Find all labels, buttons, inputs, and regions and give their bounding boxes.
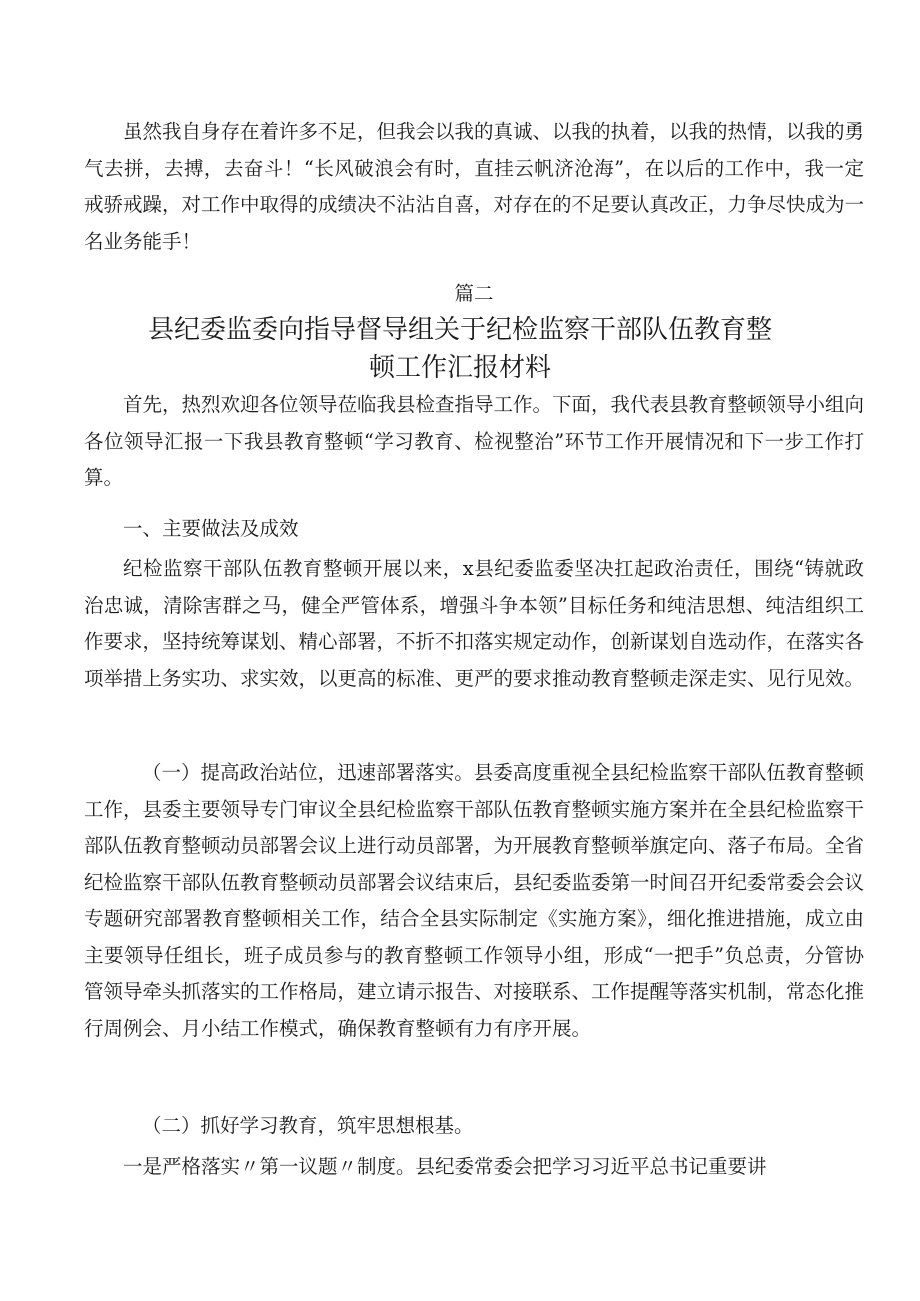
section-label: 篇二 [454, 282, 494, 305]
document-title-line2: 顿工作汇报材料 [368, 353, 551, 383]
paragraph-opening: 首先，热烈欢迎各位领导莅临我县检查指导工作。下面，我代表县教育整顿领导小组向各位领导汇报一下我县教育整顿“学习教育、检视整治”环节工作开展情况和下一步工作打算。 [84, 393, 865, 489]
paragraph-section-1: （一）提高政治站位，迅速部署落实。县委高度重视全县纪检监察干部队伍教育整顿工作，县委主要领导专门审议全县纪检监察干部队伍教育整顿实施方案并在全县纪检监察干部队伍教育整顿动员部署会议上进行动员部署，为开展教育整顿举旗定向、落子布局。全省纪检监察干部队伍教育整顿动员部署会议结束后，县纪委监委第一时间召开纪委常委会会议专题研究部署教育整顿相关工作，结合全县实际制定《实施方案》，细化推进措施，成立由主要领导任组长，班子成员参与的教育整顿工作领导小组，形成“一把手”负总责，分管协管领导牵头抓落实的工作格局，建立请示报告、对接联系、工作提醒等落实机制，常态化推行周例会、月小结工作模式，确保教育整顿有力有序开展。 [84, 761, 865, 1040]
paragraph-intro: 虽然我自身存在着许多不足，但我会以我的真诚、以我的执着，以我的热情，以我的勇气去拼，去搏，去奋斗！“长风破浪会有时，直挂云帆济沧海”，在以后的工作中，我一定戒骄戒躁，对工作中取得的成绩决不沾沾自喜，对存在的不足要认真改正，力争尽快成为一名业务能手！ [84, 120, 865, 253]
heading-section-2: （二）抓好学习教育，筑牢思想根基。 [142, 1114, 474, 1137]
document-title-line1: 县纪委监委向指导督导组关于纪检监察干部队伍教育整 [147, 315, 772, 345]
paragraph-last: 一是严格落实〃第一议题〃制度。县纪委常委会把学习习近平总书记重要讲 [123, 1155, 767, 1178]
heading-main-measures: 一、主要做法及成效 [123, 517, 299, 540]
paragraph-main-measures: 纪检监察干部队伍教育整顿开展以来，x县纪委监委坚决扛起政治责任，围绕“铸就政治忠诚，清除害群之马，健全严管体系，增强斗争本领”目标任务和纯洁思想、纯洁组织工作要求，坚持统筹谋划、精心部署，不折不扣落实规定动作，创新谋划自选动作，在落实各项举措上务实功、求实效，以更高的标准、更严的要求推动教育整顿走深走实、见行见效。 [84, 557, 865, 690]
